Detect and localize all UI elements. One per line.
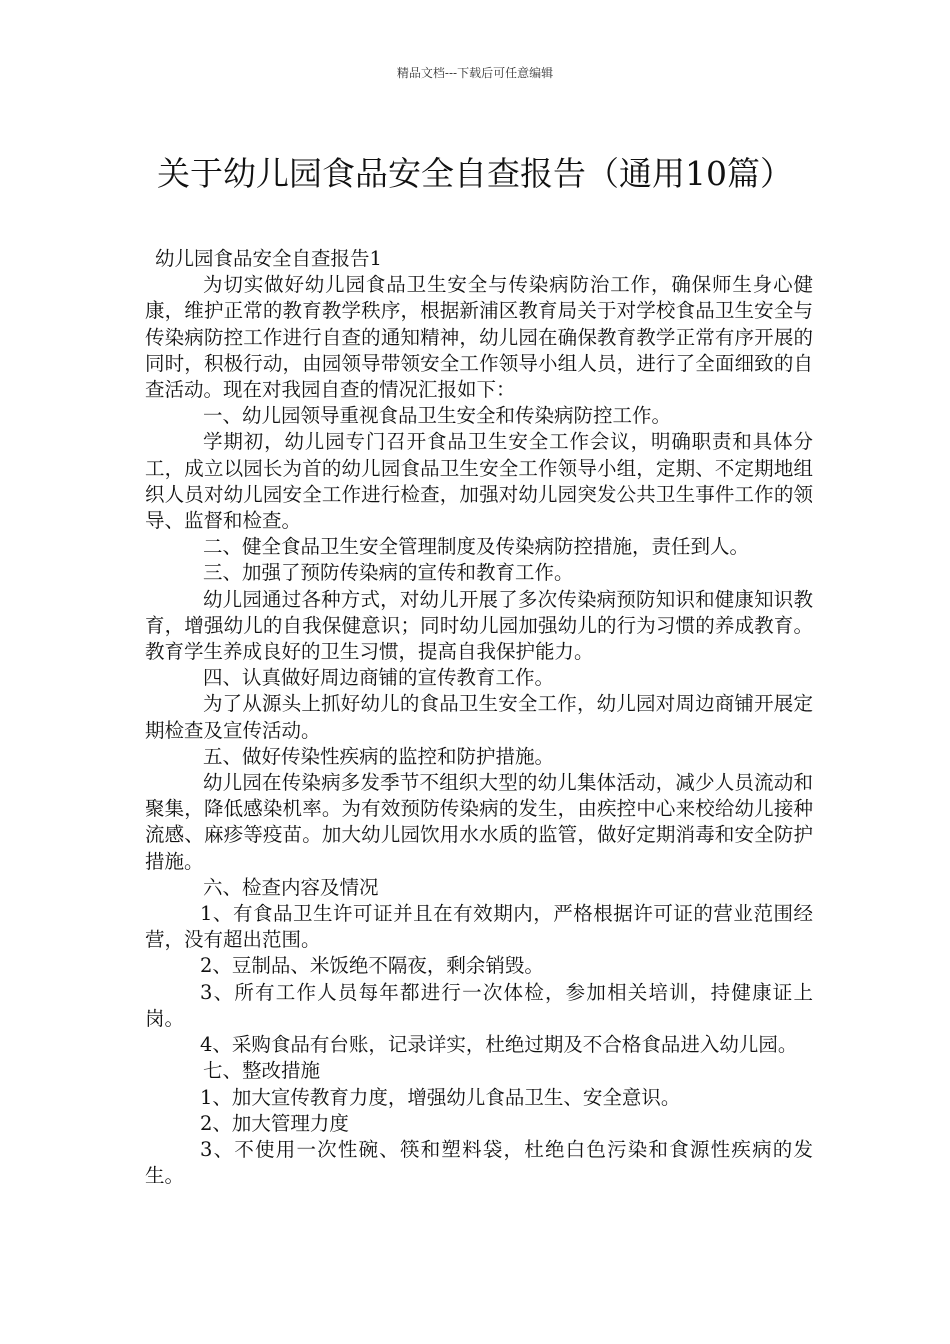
section-heading: 四、认真做好周边商铺的宣传教育工作。 — [203, 666, 555, 690]
section-heading: 七、整改措施 — [203, 1059, 321, 1083]
paragraph: 幼儿园在传染病多发季节不组织大型的幼儿集体活动，减少人员流动和聚集，降低感染机率。为有效预防传染病的发生，由疾控中心来校给幼儿接种流感、麻疹等疫苗。加大幼儿园饮用水水质的监管，做好定期消毒和安全防护措施。 — [145, 771, 813, 873]
section-heading: 六、检查内容及情况 — [203, 875, 379, 899]
list-item: 3、不使用一次性碗、筷和塑料袋，杜绝白色污染和食源性疾病的发生。 — [145, 1137, 813, 1188]
list-item: 3、所有工作人员每年都进行一次体检，参加相关培训，持健康证上岗。 — [145, 980, 813, 1030]
list-item: 2、豆制品、米饭绝不隔夜，剩余销毁。 — [200, 954, 544, 978]
list-item: 4、采购食品有台账，记录详实，杜绝过期及不合格食品进入幼儿园。 — [200, 1033, 798, 1057]
paragraph: 幼儿园通过各种方式，对幼儿开展了多次传染病预防知识和健康知识教育，增强幼儿的自我保健意识；同时幼儿园加强幼儿的行为习惯的养成教育。教育学生养成良好的卫生习惯，提高自我保护能力。 — [145, 587, 813, 664]
paragraph: 学期初，幼儿园专门召开食品卫生安全工作会议，明确职责和具体分工，成立以园长为首的幼儿园食品卫生安全工作领导小组，定期、不定期地组织人员对幼儿园安全工作进行检查，加强对幼儿园突发公共卫生事件工作的领导、监督和检查。 — [145, 430, 813, 533]
list-item: 1、有食品卫生许可证并且在有效期内，严格根据许可证的营业范围经营，没有超出范围。 — [145, 902, 813, 952]
document-title: 关于幼儿园食品安全自查报告（通用10篇） — [157, 154, 793, 194]
section-heading: 五、做好传染性疾病的监控和防护措施。 — [203, 744, 555, 768]
list-item: 2、加大管理力度 — [200, 1111, 349, 1135]
section-heading: 二、健全食品卫生安全管理制度及传染病防控措施，责任到人。 — [203, 535, 750, 559]
paragraph: 为切实做好幼儿园食品卫生安全与传染病防治工作，确保师生身心健康，维护正常的教育教学秩序，根据新浦区教育局关于对学校食品卫生安全与传染病防控工作进行自查的通知精神，幼儿园在确保教育教学正常有序开展的同时，积极行动，由园领导带领安全工作领导小组人员，进行了全面细致的自查活动。现在对我园自查的情况汇报如下： — [145, 273, 813, 402]
paragraph: 为了从源头上抓好幼儿的食品卫生安全工作，幼儿园对周边商铺开展定期检查及宣传活动。 — [145, 692, 813, 742]
list-item: 1、加大宣传教育力度，增强幼儿食品卫生、安全意识。 — [200, 1085, 681, 1109]
section-heading: 一、幼儿园领导重视食品卫生安全和传染病防控工作。 — [203, 404, 672, 428]
page-header: 精品文档---下载后可任意编辑 — [396, 66, 554, 80]
document-body — [145, 246, 813, 1189]
section-subtitle: 幼儿园食品安全自查报告1 — [155, 247, 382, 270]
section-heading: 三、加强了预防传染病的宣传和教育工作。 — [203, 561, 574, 585]
